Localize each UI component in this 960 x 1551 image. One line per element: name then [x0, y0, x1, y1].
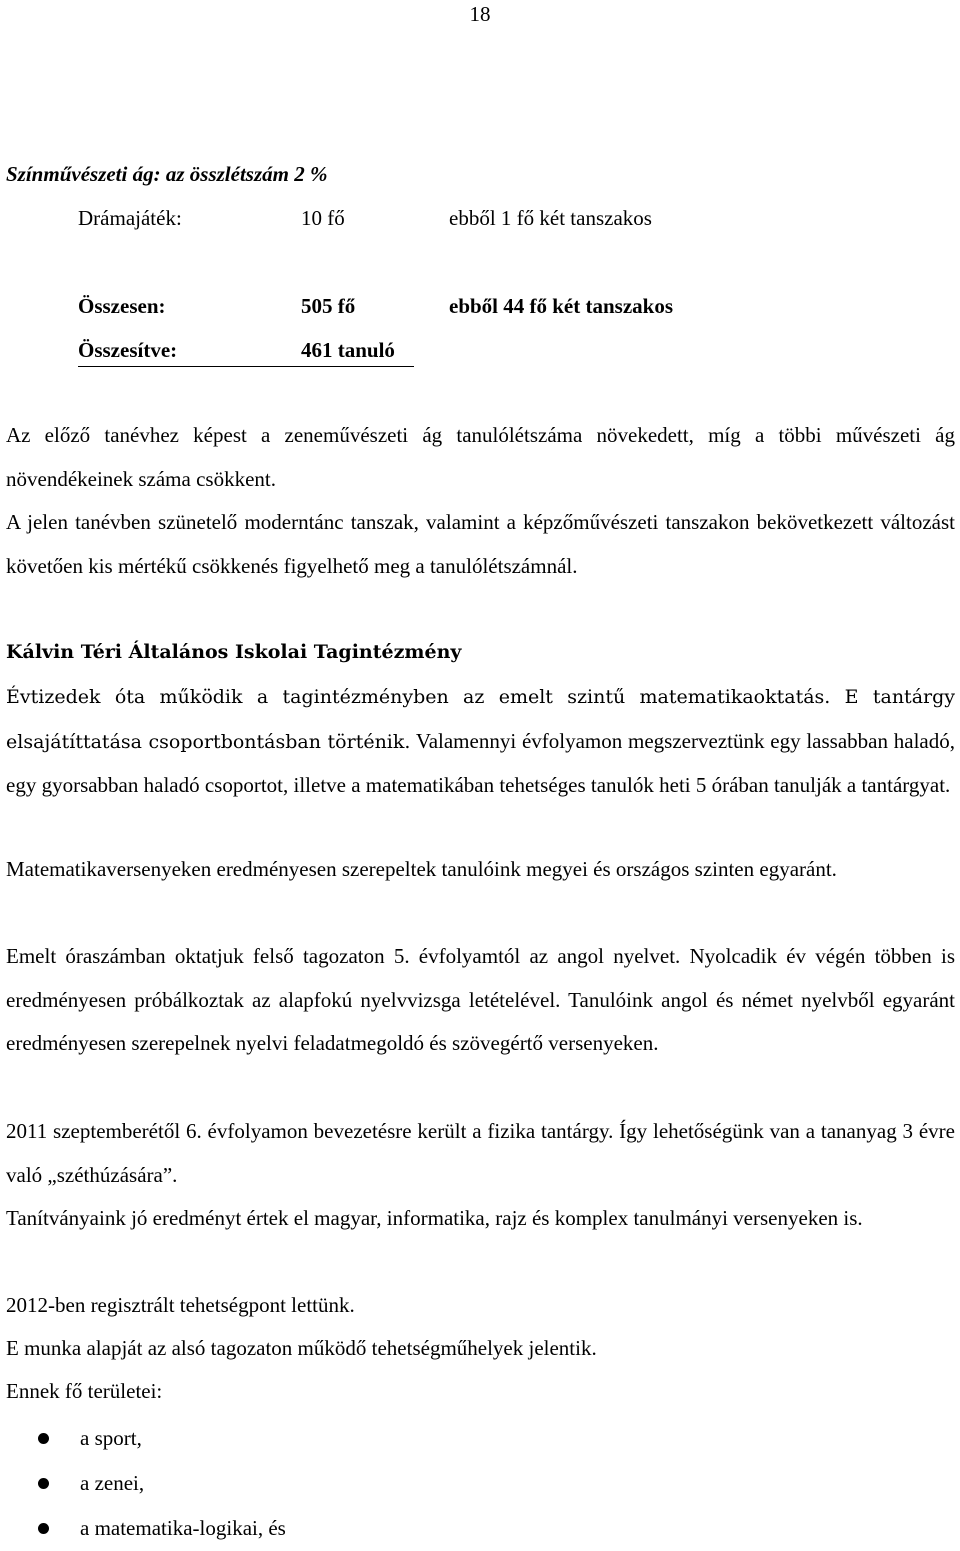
list-item-text: a matematika-logikai, és [80, 1516, 286, 1540]
intro-paragraph-1: Az előző tanévhez képest a zeneművészeti ág tanulólétszáma növekedett, míg a többi művészeti ág növendékeinek száma csökkent. [6, 423, 955, 491]
bullet-icon [38, 1478, 49, 1489]
paragraph-talent-point: 2012-ben regisztrált tehetségpont lettünk. [6, 1293, 355, 1317]
intro-paragraph-2: A jelen tanévben szünetelő moderntánc tanszak, valamint a képzőművészeti tanszakon bekövetkezett változást követően kis mértékű csökkenés figyelhető meg a tanulólétszámnál. [6, 510, 955, 578]
school-paragraph-1 [6, 675, 955, 808]
paragraph-workshops: E munka alapját az alsó tagozaton működő tehetségműhelyek jelentik. [6, 1336, 597, 1360]
stat-row-total [78, 292, 878, 320]
list-item-text: a zenei, [80, 1471, 145, 1495]
stat-count: 10 fő [301, 206, 345, 230]
paragraph-students: Tanítványaink jó eredményt értek el magyar, informatika, rajz és komplex tanulmányi versenyeken is. [6, 1206, 863, 1230]
stat-row-drama [78, 204, 878, 232]
stat-label: Drámajáték: [78, 206, 182, 230]
school-heading: Kálvin Téri Általános Iskolai Tagintézmény [6, 641, 462, 663]
list-item [0, 1506, 286, 1551]
page-number: 18 [469, 2, 491, 26]
stat-row-summary [78, 336, 878, 364]
paragraph-areas: Ennek fő területei: [6, 1379, 163, 1403]
school-paragraph-1a: Évtizedek óta működik a tagintézményben az emelt szintű matematikaoktatás. E tantárgy elsajátíttatása csoportbontásban történik. [6, 686, 955, 753]
list-item [0, 1461, 286, 1506]
paragraph-competitions: Matematikaversenyeken eredményesen szerepeltek tanulóink megyei és országos szinten egyaránt. [6, 857, 837, 881]
bullet-icon [38, 1523, 49, 1534]
list-item-text: a sport, [80, 1426, 142, 1450]
list-item [0, 1416, 286, 1461]
school-paragraph-1b: Valamennyi évfolyamon megszerveztünk egy lassabban haladó, egy gyorsabban haladó csoportot, illetve a matematikában tehetséges tanulók heti 5 órában tanulják a tantárgyat. [6, 728, 955, 797]
paragraph-english: Emelt óraszámban oktatjuk felső tagozaton 5. évfolyamtól az angol nyelvet. Nyolcadik év végén többen is eredményesen próbálkoztak az alapfokú nyelvvizsga letételével. Tanulóink angol és német nyelvből egyaránt eredményesen szerepelnek nyelvi feladatmegoldó és szövegértő versenyeken. [6, 944, 955, 1055]
section-heading: Színművészeti ág: az összlétszám 2 % [6, 162, 328, 186]
stat-count: 461 tanuló [301, 338, 395, 362]
stat-note: ebből 1 fő két tanszakos [449, 206, 652, 230]
bullet-icon [38, 1433, 49, 1444]
stat-label: Összesítve: [78, 338, 178, 362]
paragraph-physics: 2011 szeptemberétől 6. évfolyamon bevezetésre került a fizika tantárgy. Így lehetőségünk van a tananyag 3 évre való „széthúzására”. [6, 1119, 955, 1187]
areas-list [0, 1416, 286, 1551]
stat-count: 505 fő [301, 294, 356, 318]
stat-label: Összesen: [78, 294, 166, 318]
stat-note: ebből 44 fő két tanszakos [449, 294, 674, 318]
